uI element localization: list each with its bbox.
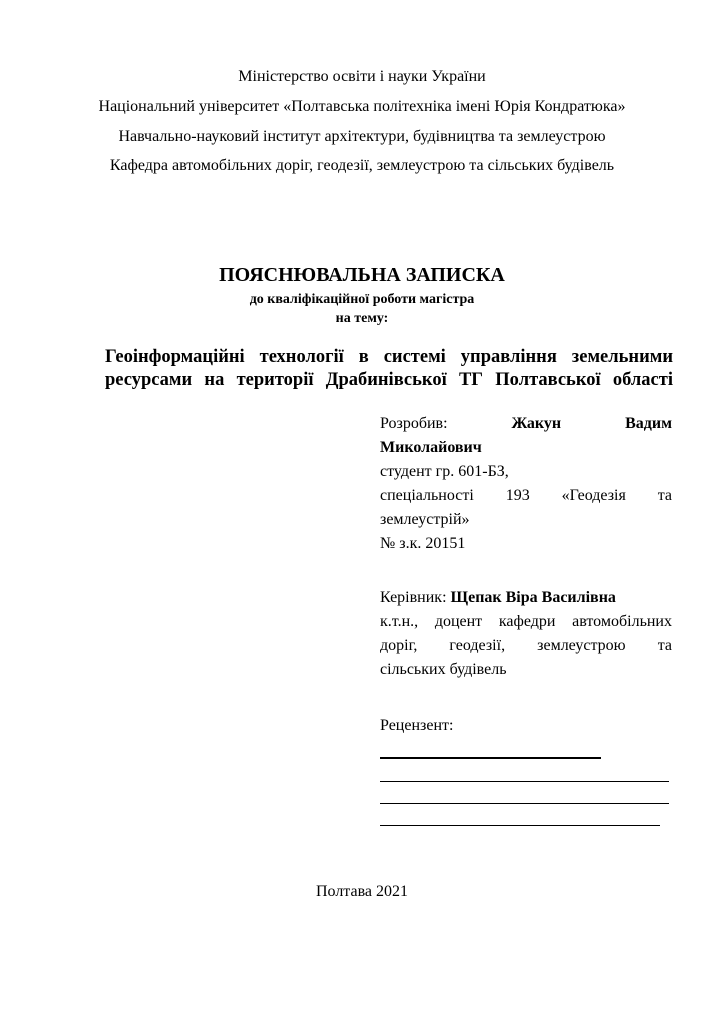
supervisor-position-2: доріг, геодезії, землеустрою та <box>380 637 672 654</box>
specialty-line: спеціальності 193 «Геодезія та <box>380 487 672 504</box>
subtitle-line-1: до кваліфікаційної роботи магістра <box>249 292 475 307</box>
reviewer-blank-line-3 <box>380 825 660 826</box>
reviewer-blank-line-2 <box>380 803 669 804</box>
ministry-line: Міністерство освіти і науки України <box>238 68 486 85</box>
supervisor-name: Щепак Віра Василівна <box>450 589 616 606</box>
topic-line-1: Геоінформаційні технології в системі управління земельними <box>105 347 673 367</box>
author-label: Розробив: <box>380 415 448 432</box>
author-patronymic: Миколайович <box>380 439 482 456</box>
subtitle-line-2: на тему: <box>335 311 389 326</box>
topic-line-2: ресурсами на території Драбинівської ТГ Полтавської області <box>105 370 673 390</box>
department-line: Кафедра автомобільних доріг, геодезії, землеустрою та сільських будівель <box>109 157 615 174</box>
university-line: Національний університет «Полтавська політехніка імені Юрія Кондратюка» <box>98 98 626 115</box>
author-surname: Жакун <box>511 415 562 432</box>
reviewer-signature-line <box>380 757 601 759</box>
thesis-topic <box>105 346 673 392</box>
author-firstname: Вадим <box>625 415 672 432</box>
institute-line: Навчально-науковий інститут архітектури, будівництва та землеустрою <box>118 128 606 145</box>
supervisor-position-3: сільських будівель <box>380 661 507 678</box>
author-block <box>380 412 672 556</box>
city-year: Полтава 2021 <box>315 883 409 900</box>
document-title: ПОЯСНЮВАЛЬНА ЗАПИСКА <box>219 264 505 286</box>
supervisor-block <box>380 586 672 682</box>
author-group: студент гр. 601-БЗ, <box>380 463 509 480</box>
supervisor-label: Керівник: <box>380 589 447 606</box>
supervisor-line <box>380 586 672 610</box>
specialty-line-2: землеустрій» <box>380 511 470 528</box>
supervisor-position-1: к.т.н., доцент кафедри автомобільних <box>380 613 672 630</box>
reviewer-label: Рецензент: <box>380 717 454 734</box>
reviewer-blank-line-1 <box>380 781 669 782</box>
record-book-number: № з.к. 20151 <box>380 535 466 552</box>
author-line <box>380 412 672 436</box>
